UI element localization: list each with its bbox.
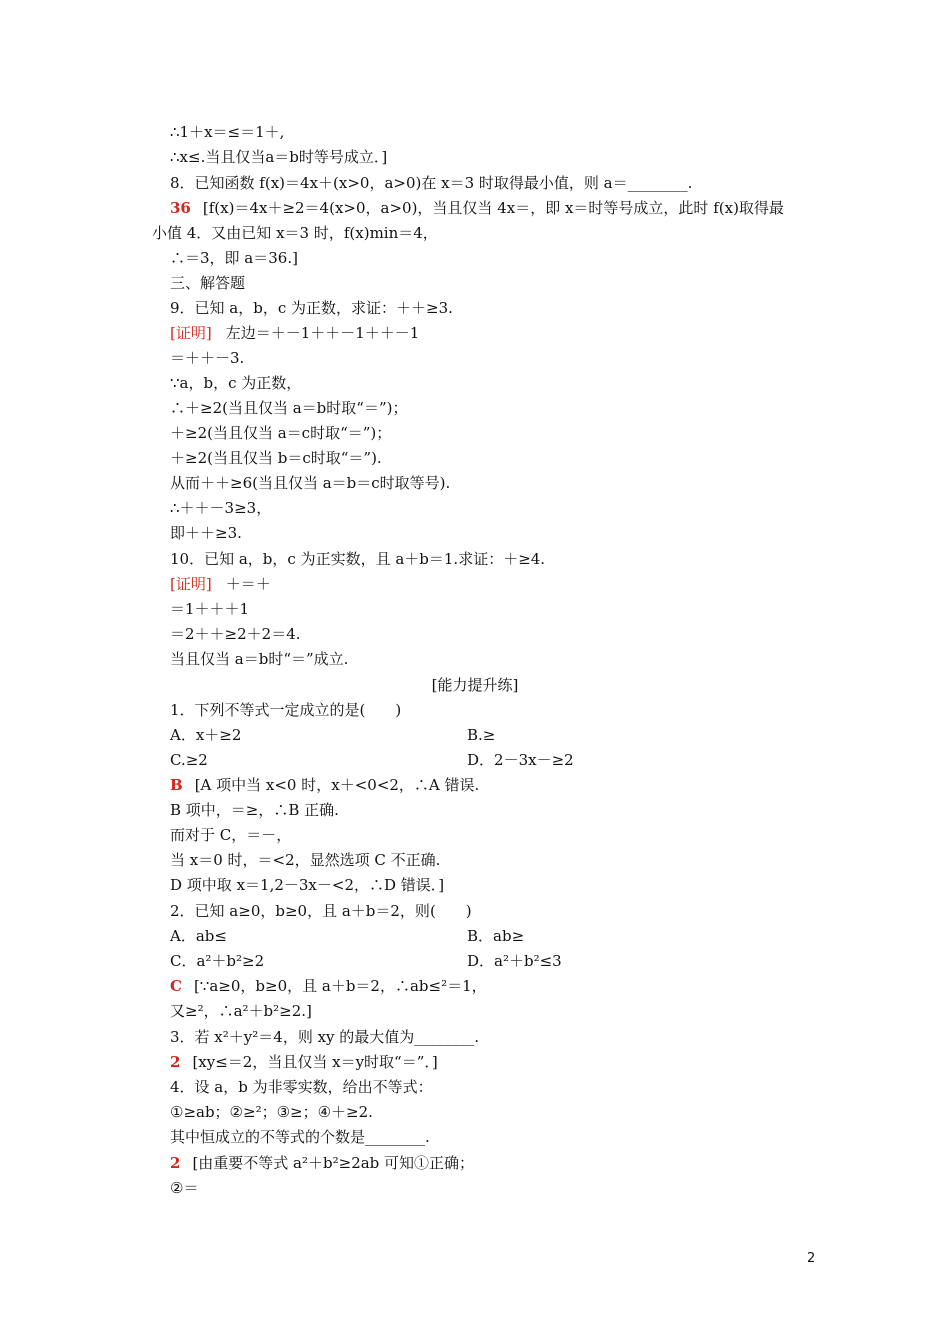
line-text: A．ab≤ [170,927,227,945]
option-right: B.≥ [467,726,496,744]
text-line [170,700,401,720]
text-line [170,348,244,368]
option-right: D．a²＋b²≤3 [467,952,562,970]
text-line [170,1102,373,1122]
line-text: 又≥²，∴a²＋b²≥2.] [170,1002,312,1020]
text-line [170,523,242,543]
line-text: 左边＝＋－1＋＋－1＋＋－1 [225,324,420,342]
text-line [170,1077,433,1097]
text-line [170,473,450,493]
text-line [170,448,382,468]
text-line [170,951,562,971]
line-text: 而对于 C，＝－， [170,826,292,844]
line-text: ∴＝3，即 a＝36.] [170,249,298,267]
line-text: 1．下列不等式一定成立的是( ) [170,701,402,719]
text-line [170,398,407,418]
answer-label: 2 [170,1053,181,1071]
line-text: 4．设 a，b 为非零实数，给出不等式： [170,1078,433,1096]
answer-label: C [170,977,182,995]
text-line [170,248,298,268]
line-text: A．x＋≥2 [170,726,242,744]
line-text: 9．已知 a，b，c 为正数，求证：＋＋≥3. [170,299,453,317]
line-text: 即＋＋≥3. [170,524,242,542]
answer-label: 2 [170,1154,181,1172]
line-text: C.≥2 [170,751,208,769]
text-line [170,926,525,946]
line-text: 三、解答题 [170,274,246,292]
answer-label: 36 [170,199,191,217]
text-line [170,298,453,318]
option-right: B．ab≥ [467,927,525,945]
line-text: 其中恒成立的不等式的个数是________. [170,1128,430,1146]
line-text: 8．已知函数 f(x)＝4x＋(x>0，a>0)在 x＝3 时取得最小值，则 a＝________. [170,174,693,192]
text-line [170,323,419,343]
text-line [170,574,271,594]
line-text: 当 x＝0 时，＝<2，显然选项 C 不正确. [170,851,441,869]
line-text: ∵a，b，c 为正数， [170,374,302,392]
line-text: [A 项中当 x<0 时，x＋<0<2，∴A 错误. [194,776,480,794]
text-line [170,624,301,644]
text-line [170,976,487,996]
text-line [170,725,496,745]
text-line [170,1052,438,1072]
text-line [170,173,692,193]
line-text: 从而＋＋≥6(当且仅当 a＝b＝c时取等号). [170,474,451,492]
option-right: D．2－3x－≥2 [467,751,574,769]
line-text: D 项中取 x＝1,2－3x－<2，∴D 错误．] [170,876,445,894]
line-text: 10．已知 a，b，c 为正实数，且 a＋b＝1.求证：＋≥4. [170,550,546,568]
line-text: 当且仅当 a＝b时“＝”成立. [170,650,349,668]
text-line [170,549,545,569]
text-line [170,750,574,770]
line-text: ＝1＋＋＋1 [170,600,250,618]
text-line [170,1001,312,1021]
text-line [170,498,271,518]
proof-label: [证明] [170,575,212,593]
proof-label: [证明] [170,324,212,342]
text-line [170,373,301,393]
line-text: ＝2＋＋≥2＋2＝4. [170,625,301,643]
line-text: C．a²＋b²≥2 [170,952,265,970]
line-text: ∴＋＋－3≥3， [170,499,272,517]
text-line [170,875,444,895]
text-line [152,223,438,243]
line-text: [∵a≥0，b≥0，且 a＋b＝2，∴ab≤²＝1， [193,977,487,995]
text-line [170,1178,198,1198]
text-line [170,147,387,167]
line-text: [由重要不等式 a²＋b²≥2ab 可知①正确； [192,1154,475,1172]
line-text: B 项中，＝≥，∴B 正确. [170,801,339,819]
line-text: ＝＋＋－3. [170,349,245,367]
line-text: 小值 4．又由已知 x＝3 时，f(x)min＝4， [152,224,438,242]
text-line [170,1153,474,1173]
line-text: ②＝ [170,1179,199,1197]
text-line [170,775,479,795]
line-text: ∴x≤.当且仅当a＝b时等号成立．] [170,148,388,166]
text-line [170,825,291,845]
line-text: [f(x)＝4x＋≥2＝4(x>0，a>0)，当且仅当 4x＝，即 x＝时等号成立，此时 f(x)取得最 [202,199,784,217]
line-text: ＋＝＋ [225,575,271,593]
line-text: ＋≥2(当且仅当 b＝c时取“＝”). [170,449,382,467]
section-title: [能力提升练] [431,676,519,694]
line-text: [xy≤＝2，当且仅当 x＝y时取“＝”．] [192,1053,438,1071]
text-line [170,122,284,142]
text-line [170,850,440,870]
line-text: ＋≥2(当且仅当 a＝c时取“＝”)； [170,424,392,442]
text-line [170,1127,430,1147]
text-line [170,198,784,218]
line-text: ①≥ab；②≥²；③≥；④＋≥2. [170,1103,373,1121]
line-text: ∴＋≥2(当且仅当 a＝b时取“＝”)； [170,399,408,417]
text-line [170,1027,479,1047]
line-text: ∴1＋x＝≤＝1＋, [170,123,285,141]
text-line [170,901,472,921]
text-line [170,800,339,820]
page-number: 2 [807,1251,816,1266]
text-line [170,423,391,443]
line-text: 3．若 x²＋y²＝4，则 xy 的最大值为________. [170,1028,480,1046]
text-line [170,273,245,293]
text-line [170,599,249,619]
answer-label: B [170,776,183,794]
line-text: 2．已知 a≥0，b≥0，且 a＋b＝2，则( ) [170,902,472,920]
text-line [170,649,348,669]
